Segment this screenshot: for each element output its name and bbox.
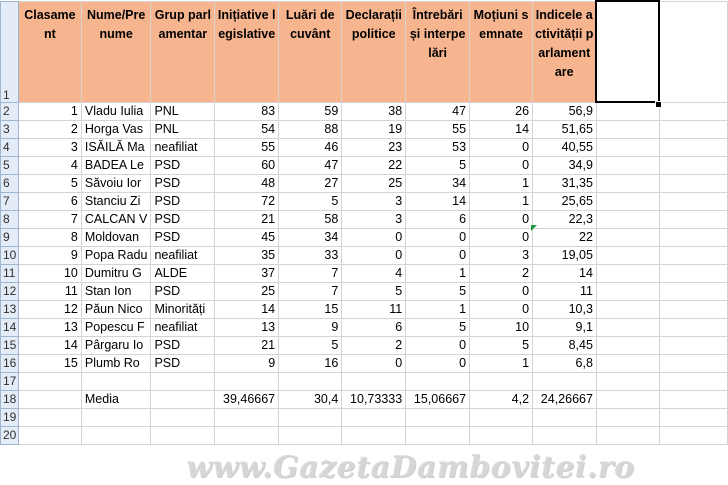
table-row — [1, 354, 728, 372]
row-header[interactable]: 18 — [1, 390, 19, 408]
empty-cell[interactable] — [596, 246, 659, 264]
empty-cell[interactable] — [151, 390, 215, 408]
table-cell[interactable]: PSD — [151, 282, 215, 300]
empty-cell[interactable] — [659, 174, 727, 192]
table-row — [1, 336, 728, 354]
fill-handle[interactable] — [655, 101, 662, 108]
empty-cell[interactable] — [659, 156, 727, 174]
table-cell[interactable]: 1 — [18, 102, 81, 120]
empty-cell[interactable] — [406, 426, 470, 444]
empty-cell[interactable] — [151, 408, 215, 426]
empty-cell[interactable] — [659, 192, 727, 210]
table-cell[interactable]: 6 — [406, 210, 470, 228]
table-row — [1, 426, 728, 444]
table-cell[interactable]: Moldovan — [81, 228, 151, 246]
empty-cell[interactable] — [18, 426, 81, 444]
header-row — [1, 1, 728, 102]
summary-cell[interactable]: 39,46667 — [215, 390, 279, 408]
table-row — [1, 210, 728, 228]
empty-cell[interactable] — [659, 264, 727, 282]
header-cell-grup-parlamentar[interactable]: Grup parlamentar — [151, 1, 215, 102]
table-cell[interactable]: 60 — [215, 156, 279, 174]
table-cell[interactable]: 14 — [533, 264, 597, 282]
table-cell[interactable]: 14 — [470, 120, 533, 138]
table-cell[interactable]: 0 — [406, 336, 470, 354]
table-row — [1, 390, 728, 408]
empty-cell[interactable] — [596, 192, 659, 210]
summary-cell[interactable]: 10,73333 — [342, 390, 406, 408]
table-cell[interactable]: PSD — [151, 156, 215, 174]
empty-cell[interactable] — [406, 408, 470, 426]
table-cell[interactable]: 0 — [470, 282, 533, 300]
empty-cell[interactable] — [659, 408, 727, 426]
empty-cell[interactable] — [81, 426, 151, 444]
error-indicator-icon[interactable] — [531, 225, 537, 231]
table-cell[interactable]: 4 — [18, 156, 81, 174]
table-cell[interactable]: 1 — [470, 192, 533, 210]
empty-cell[interactable] — [596, 156, 659, 174]
table-cell[interactable]: 6,8 — [533, 354, 597, 372]
table-cell[interactable]: Dumitru G — [81, 264, 151, 282]
table-cell[interactable]: 51,65 — [533, 120, 597, 138]
table-cell[interactable]: 0 — [470, 156, 533, 174]
table-cell[interactable]: PSD — [151, 354, 215, 372]
table-cell[interactable]: Vladu Iulia — [81, 102, 151, 120]
empty-cell[interactable] — [659, 210, 727, 228]
table-row — [1, 120, 728, 138]
table-cell[interactable]: 15 — [18, 354, 81, 372]
empty-cell[interactable] — [659, 372, 727, 390]
row-header[interactable]: 16 — [1, 354, 19, 372]
table-cell[interactable]: 33 — [279, 246, 342, 264]
table-cell[interactable]: 7 — [18, 210, 81, 228]
header-cell-luari-de-cuvant[interactable]: Luări de cuvânt — [279, 1, 342, 102]
empty-cell[interactable] — [596, 354, 659, 372]
table-cell[interactable]: 14 — [18, 336, 81, 354]
empty-cell[interactable] — [596, 282, 659, 300]
row-header[interactable]: 15 — [1, 336, 19, 354]
table-cell[interactable]: 11 — [342, 300, 406, 318]
row-header[interactable]: 9 — [1, 228, 19, 246]
table-cell[interactable]: 0 — [342, 354, 406, 372]
table-cell[interactable]: 25 — [215, 282, 279, 300]
table-cell[interactable]: 6 — [18, 192, 81, 210]
empty-cell[interactable] — [596, 264, 659, 282]
table-cell[interactable]: 25,65 — [533, 192, 597, 210]
table-cell[interactable]: 25 — [342, 174, 406, 192]
row-header[interactable]: 1 — [1, 1, 19, 102]
table-cell[interactable]: 13 — [18, 318, 81, 336]
table-cell[interactable]: 3 — [342, 192, 406, 210]
table-cell[interactable]: 53 — [406, 138, 470, 156]
table-cell[interactable]: 6 — [342, 318, 406, 336]
table-cell[interactable]: 5 — [342, 282, 406, 300]
table-cell[interactable]: Săvoiu Ior — [81, 174, 151, 192]
table-cell[interactable]: 1 — [406, 300, 470, 318]
table-cell[interactable]: 10 — [470, 318, 533, 336]
table-cell[interactable]: 2 — [342, 336, 406, 354]
table-cell[interactable]: 19 — [342, 120, 406, 138]
table-cell[interactable]: Minorități — [151, 300, 215, 318]
empty-cell[interactable] — [596, 138, 659, 156]
summary-cell[interactable]: 24,26667 — [533, 390, 597, 408]
table-cell[interactable]: 38 — [342, 102, 406, 120]
header-cell-intrebari-interpelari[interactable]: Întrebări și interpelări — [406, 1, 470, 102]
empty-cell[interactable] — [659, 228, 727, 246]
table-cell[interactable]: 12 — [18, 300, 81, 318]
table-cell[interactable]: Popa Radu — [81, 246, 151, 264]
table-cell[interactable]: 22 — [533, 228, 597, 246]
empty-cell[interactable] — [596, 390, 659, 408]
table-cell[interactable]: 46 — [279, 138, 342, 156]
empty-cell[interactable] — [596, 102, 659, 120]
row-header[interactable]: 7 — [1, 192, 19, 210]
table-cell[interactable]: 0 — [342, 228, 406, 246]
empty-cell[interactable] — [659, 318, 727, 336]
empty-cell[interactable] — [470, 426, 533, 444]
empty-cell[interactable] — [659, 354, 727, 372]
table-cell[interactable]: 0 — [470, 228, 533, 246]
table-cell[interactable]: 9 — [18, 246, 81, 264]
table-cell[interactable]: 21 — [215, 210, 279, 228]
table-cell[interactable]: 5 — [470, 336, 533, 354]
empty-cell[interactable] — [659, 120, 727, 138]
watermark: www.GazetaDambovitei.ro — [186, 450, 635, 485]
row-header[interactable]: 8 — [1, 210, 19, 228]
empty-cell[interactable] — [596, 336, 659, 354]
row-header[interactable]: 5 — [1, 156, 19, 174]
table-cell[interactable]: 7 — [279, 264, 342, 282]
empty-cell[interactable] — [596, 300, 659, 318]
table-cell[interactable]: PNL — [151, 102, 215, 120]
table-cell[interactable]: 59 — [279, 102, 342, 120]
table-cell[interactable]: 16 — [279, 354, 342, 372]
table-cell[interactable]: 1 — [470, 174, 533, 192]
header-cell-motiuni-semnate[interactable]: Moțiuni semnate — [470, 1, 533, 102]
table-cell[interactable]: 48 — [215, 174, 279, 192]
empty-cell[interactable] — [659, 138, 727, 156]
empty-cell[interactable] — [659, 1, 727, 102]
table-cell[interactable]: 8,45 — [533, 336, 597, 354]
table-cell[interactable]: 40,55 — [533, 138, 597, 156]
table-row — [1, 372, 728, 390]
row-header[interactable]: 3 — [1, 120, 19, 138]
empty-cell[interactable] — [151, 372, 215, 390]
table-cell[interactable]: 5 — [279, 192, 342, 210]
table-cell[interactable]: 31,35 — [533, 174, 597, 192]
empty-cell[interactable] — [18, 372, 81, 390]
empty-cell[interactable] — [659, 390, 727, 408]
table-cell[interactable]: BADEA Le — [81, 156, 151, 174]
header-cell-declaratii-politice[interactable]: Declarații politice — [342, 1, 406, 102]
table-cell[interactable]: 55 — [406, 120, 470, 138]
row-header[interactable]: 20 — [1, 426, 19, 444]
table-cell[interactable]: CALCAN V — [81, 210, 151, 228]
table-cell[interactable]: 58 — [279, 210, 342, 228]
table-row — [1, 300, 728, 318]
table-cell[interactable]: neafiliat — [151, 318, 215, 336]
table-cell[interactable]: PSD — [151, 228, 215, 246]
empty-cell[interactable] — [279, 408, 342, 426]
empty-cell[interactable] — [406, 372, 470, 390]
table-cell[interactable]: 47 — [406, 102, 470, 120]
table-cell[interactable]: 2 — [470, 264, 533, 282]
table-cell[interactable]: 22,3 — [533, 210, 597, 228]
table-cell[interactable]: 34,9 — [533, 156, 597, 174]
selected-cell[interactable] — [596, 1, 659, 102]
summary-label[interactable]: Media — [81, 390, 151, 408]
table-cell[interactable]: 5 — [18, 174, 81, 192]
table-cell[interactable]: 27 — [279, 174, 342, 192]
table-cell[interactable]: 1 — [470, 354, 533, 372]
table-cell[interactable]: 34 — [279, 228, 342, 246]
empty-cell[interactable] — [533, 408, 597, 426]
table-cell[interactable]: 5 — [406, 282, 470, 300]
table-cell[interactable]: 3 — [18, 138, 81, 156]
table-cell[interactable]: neafiliat — [151, 138, 215, 156]
table-cell[interactable]: 0 — [406, 228, 470, 246]
empty-cell[interactable] — [470, 408, 533, 426]
table-cell[interactable]: 88 — [279, 120, 342, 138]
row-header[interactable]: 11 — [1, 264, 19, 282]
table-cell[interactable]: 8 — [18, 228, 81, 246]
empty-cell[interactable] — [596, 228, 659, 246]
table-cell[interactable]: PNL — [151, 120, 215, 138]
table-cell[interactable]: PSD — [151, 210, 215, 228]
header-cell-indicele-activitatii[interactable]: Indicele activității parlamentare — [533, 1, 597, 102]
table-row — [1, 102, 728, 120]
empty-cell[interactable] — [659, 300, 727, 318]
table-cell[interactable]: 11 — [18, 282, 81, 300]
table-cell[interactable]: 11 — [533, 282, 597, 300]
table-cell[interactable]: 7 — [279, 282, 342, 300]
table-cell[interactable]: 2 — [18, 120, 81, 138]
table-cell[interactable]: 15 — [279, 300, 342, 318]
table-cell[interactable]: PSD — [151, 192, 215, 210]
table-cell[interactable]: Păun Nico — [81, 300, 151, 318]
table-cell[interactable]: Stanciu Zi — [81, 192, 151, 210]
empty-cell[interactable] — [596, 120, 659, 138]
row-header[interactable]: 17 — [1, 372, 19, 390]
table-cell[interactable]: 35 — [215, 246, 279, 264]
table-cell[interactable]: 3 — [342, 210, 406, 228]
table-cell[interactable]: 0 — [470, 300, 533, 318]
table-cell[interactable]: 9 — [215, 354, 279, 372]
empty-cell[interactable] — [659, 246, 727, 264]
empty-cell[interactable] — [596, 372, 659, 390]
empty-cell[interactable] — [279, 372, 342, 390]
header-cell-nume-prenume[interactable]: Nume/Prenume — [81, 1, 151, 102]
empty-cell[interactable] — [215, 372, 279, 390]
table-cell[interactable]: 9,1 — [533, 318, 597, 336]
table-cell[interactable]: 56,9 — [533, 102, 597, 120]
table-cell[interactable]: 23 — [342, 138, 406, 156]
empty-cell[interactable] — [151, 426, 215, 444]
row-header[interactable]: 19 — [1, 408, 19, 426]
header-cell-initiative-legislative[interactable]: Inițiative legislative — [215, 1, 279, 102]
empty-cell[interactable] — [18, 408, 81, 426]
table-cell[interactable]: 37 — [215, 264, 279, 282]
row-header[interactable]: 2 — [1, 102, 19, 120]
table-cell[interactable]: 9 — [279, 318, 342, 336]
empty-cell[interactable] — [659, 102, 727, 120]
table-cell[interactable]: 26 — [470, 102, 533, 120]
table-row — [1, 282, 728, 300]
row-header[interactable]: 13 — [1, 300, 19, 318]
header-cell-clasament[interactable]: Clasament — [18, 1, 81, 102]
table-row — [1, 246, 728, 264]
table-cell[interactable]: ALDE — [151, 264, 215, 282]
table-cell[interactable]: 1 — [406, 264, 470, 282]
table-cell[interactable]: Horga Vas — [81, 120, 151, 138]
empty-cell[interactable] — [342, 408, 406, 426]
empty-cell[interactable] — [81, 372, 151, 390]
table-cell[interactable]: 21 — [215, 336, 279, 354]
table-cell[interactable]: PSD — [151, 174, 215, 192]
table-cell[interactable]: 0 — [406, 246, 470, 264]
table-cell[interactable]: 5 — [279, 336, 342, 354]
table-cell[interactable]: 22 — [342, 156, 406, 174]
table-row — [1, 318, 728, 336]
table-row — [1, 192, 728, 210]
empty-cell[interactable] — [596, 426, 659, 444]
empty-cell[interactable] — [533, 426, 597, 444]
table-row — [1, 138, 728, 156]
table-cell[interactable]: 0 — [406, 354, 470, 372]
empty-cell[interactable] — [659, 426, 727, 444]
table-cell[interactable]: 3 — [470, 246, 533, 264]
table-cell[interactable]: neafiliat — [151, 246, 215, 264]
table-cell[interactable]: 14 — [215, 300, 279, 318]
empty-cell[interactable] — [470, 372, 533, 390]
summary-cell[interactable]: 30,4 — [279, 390, 342, 408]
empty-cell[interactable] — [81, 408, 151, 426]
empty-cell[interactable] — [659, 336, 727, 354]
empty-cell[interactable] — [533, 372, 597, 390]
table-cell[interactable]: PSD — [151, 336, 215, 354]
table-cell[interactable]: Popescu F — [81, 318, 151, 336]
table-cell[interactable]: Stan Ion — [81, 282, 151, 300]
table-cell[interactable]: 47 — [279, 156, 342, 174]
table-cell[interactable]: 14 — [406, 192, 470, 210]
table-cell[interactable]: 54 — [215, 120, 279, 138]
table-row — [1, 408, 728, 426]
summary-cell[interactable]: 4,2 — [470, 390, 533, 408]
table-cell[interactable]: 19,05 — [533, 246, 597, 264]
table-cell[interactable]: 0 — [470, 138, 533, 156]
table-cell[interactable]: 5 — [406, 318, 470, 336]
table-cell[interactable]: 10,3 — [533, 300, 597, 318]
summary-cell[interactable]: 15,06667 — [406, 390, 470, 408]
table-cell[interactable]: 4 — [342, 264, 406, 282]
table-cell[interactable]: 0 — [470, 210, 533, 228]
empty-cell[interactable] — [18, 390, 81, 408]
table-row — [1, 156, 728, 174]
empty-cell[interactable] — [279, 426, 342, 444]
empty-cell[interactable] — [659, 282, 727, 300]
empty-cell[interactable] — [342, 372, 406, 390]
table-cell[interactable]: Plumb Ro — [81, 354, 151, 372]
table-cell[interactable]: 45 — [215, 228, 279, 246]
row-header[interactable]: 14 — [1, 318, 19, 336]
table-cell[interactable]: 10 — [18, 264, 81, 282]
empty-cell[interactable] — [596, 318, 659, 336]
table-cell[interactable]: 0 — [342, 246, 406, 264]
table-cell[interactable]: 72 — [215, 192, 279, 210]
table-cell[interactable]: 55 — [215, 138, 279, 156]
table-row — [1, 264, 728, 282]
row-header[interactable]: 12 — [1, 282, 19, 300]
empty-cell[interactable] — [342, 426, 406, 444]
row-header[interactable]: 10 — [1, 246, 19, 264]
empty-cell[interactable] — [215, 426, 279, 444]
row-header[interactable]: 4 — [1, 138, 19, 156]
table-cell[interactable]: 5 — [406, 156, 470, 174]
empty-cell[interactable] — [215, 408, 279, 426]
empty-cell[interactable] — [596, 210, 659, 228]
table-cell[interactable]: 34 — [406, 174, 470, 192]
table-cell[interactable]: Pârgaru Io — [81, 336, 151, 354]
table-cell[interactable]: 13 — [215, 318, 279, 336]
table-row — [1, 174, 728, 192]
table-cell[interactable]: ISĂILĂ Ma — [81, 138, 151, 156]
empty-cell[interactable] — [596, 174, 659, 192]
table-cell[interactable]: 83 — [215, 102, 279, 120]
table-row — [1, 228, 728, 246]
empty-cell[interactable] — [596, 408, 659, 426]
row-header[interactable]: 6 — [1, 174, 19, 192]
